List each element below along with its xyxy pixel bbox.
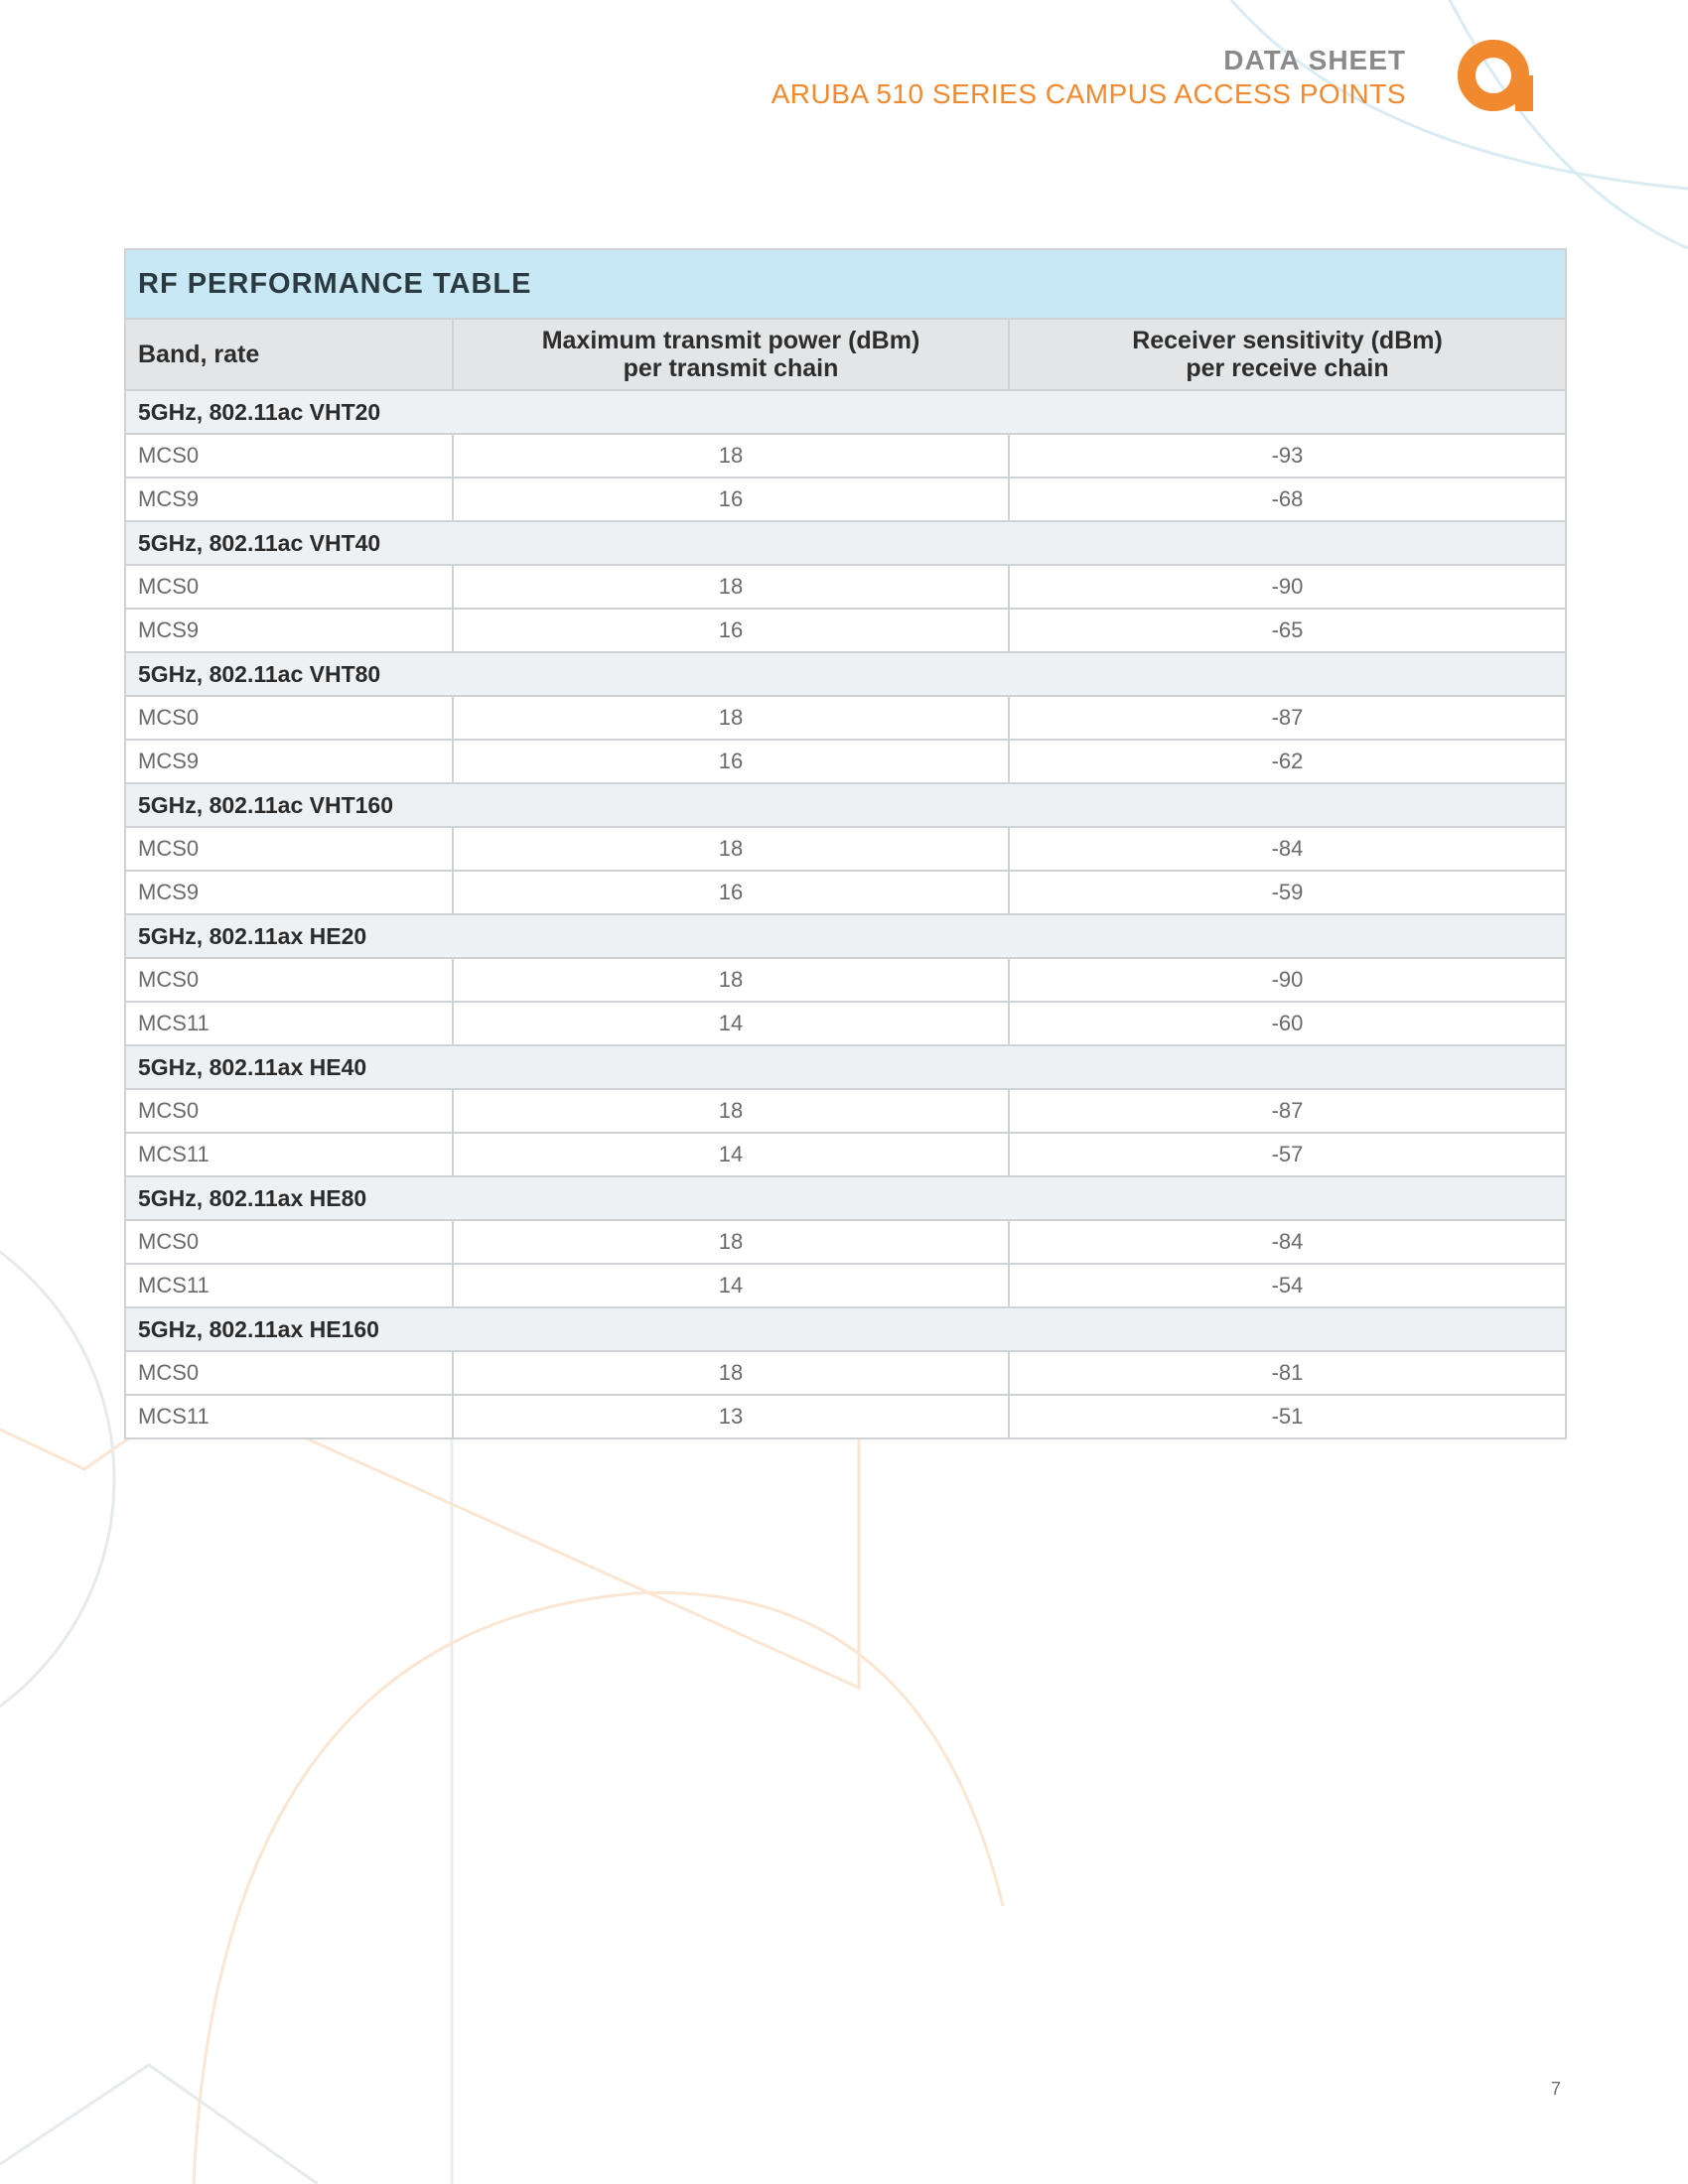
tx-power-cell: 18 — [453, 1089, 1009, 1133]
page-number: 7 — [1551, 2079, 1562, 2099]
rx-sensitivity-cell: -51 — [1009, 1395, 1566, 1438]
band-group-row — [125, 652, 1566, 696]
tx-power-cell: 18 — [453, 827, 1009, 871]
rx-sensitivity-cell: -84 — [1009, 827, 1566, 871]
table-row — [125, 827, 1566, 871]
rate-cell: MCS0 — [125, 434, 453, 478]
band-label: 5GHz, 802.11ac VHT160 — [125, 783, 1566, 827]
rx-sensitivity-cell: -81 — [1009, 1351, 1566, 1395]
table-row — [125, 434, 1566, 478]
tx-power-cell: 16 — [453, 871, 1009, 914]
band-group-row — [125, 1307, 1566, 1351]
table-row — [125, 1089, 1566, 1133]
tx-power-cell: 14 — [453, 1002, 1009, 1045]
rate-cell: MCS11 — [125, 1002, 453, 1045]
tx-power-cell: 18 — [453, 1351, 1009, 1395]
document-header — [772, 44, 1406, 111]
rx-sens-header-line2: per receive chain — [1186, 354, 1389, 382]
band-group-row — [125, 783, 1566, 827]
table-row — [125, 1133, 1566, 1176]
rx-sensitivity-cell: -87 — [1009, 1089, 1566, 1133]
rx-sensitivity-cell: -90 — [1009, 958, 1566, 1002]
column-header-rx-sensitivity — [1009, 319, 1566, 390]
rx-sensitivity-cell: -93 — [1009, 434, 1566, 478]
rate-cell: MCS9 — [125, 609, 453, 652]
aruba-logo-icon — [1456, 36, 1535, 115]
rate-cell: MCS9 — [125, 740, 453, 783]
rate-cell: MCS11 — [125, 1264, 453, 1307]
table-row — [125, 871, 1566, 914]
rate-cell: MCS0 — [125, 1220, 453, 1264]
band-group-row — [125, 914, 1566, 958]
band-group-row — [125, 390, 1566, 434]
rx-sensitivity-cell: -84 — [1009, 1220, 1566, 1264]
table-row — [125, 609, 1566, 652]
tx-power-cell: 18 — [453, 434, 1009, 478]
rx-sensitivity-cell: -90 — [1009, 565, 1566, 609]
rate-cell: MCS0 — [125, 1089, 453, 1133]
tx-power-cell: 14 — [453, 1264, 1009, 1307]
tx-power-cell: 18 — [453, 696, 1009, 740]
rx-sensitivity-cell: -60 — [1009, 1002, 1566, 1045]
rf-performance-table — [124, 248, 1567, 1439]
tx-power-cell: 16 — [453, 740, 1009, 783]
table-title: RF PERFORMANCE TABLE — [125, 249, 1566, 319]
rx-sensitivity-cell: -59 — [1009, 871, 1566, 914]
rx-sensitivity-cell: -87 — [1009, 696, 1566, 740]
band-label: 5GHz, 802.11ac VHT80 — [125, 652, 1566, 696]
tx-power-header-line1: Maximum transmit power (dBm) — [541, 327, 920, 354]
tx-power-cell: 14 — [453, 1133, 1009, 1176]
rx-sensitivity-cell: -62 — [1009, 740, 1566, 783]
table-row — [125, 696, 1566, 740]
rx-sensitivity-cell: -57 — [1009, 1133, 1566, 1176]
table-row — [125, 740, 1566, 783]
table-row — [125, 1395, 1566, 1438]
rate-cell: MCS11 — [125, 1133, 453, 1176]
table-row — [125, 478, 1566, 521]
band-label: 5GHz, 802.11ax HE40 — [125, 1045, 1566, 1089]
band-label: 5GHz, 802.11ax HE20 — [125, 914, 1566, 958]
rate-cell: MCS0 — [125, 958, 453, 1002]
rate-cell: MCS0 — [125, 696, 453, 740]
table-row — [125, 1002, 1566, 1045]
rate-cell: MCS9 — [125, 871, 453, 914]
band-label: 5GHz, 802.11ax HE160 — [125, 1307, 1566, 1351]
table-row — [125, 958, 1566, 1002]
band-group-row — [125, 1176, 1566, 1220]
rx-sensitivity-cell: -54 — [1009, 1264, 1566, 1307]
document-title: ARUBA 510 SERIES CAMPUS ACCESS POINTS — [771, 78, 1406, 109]
rx-sens-header-line1: Receiver sensitivity (dBm) — [1132, 327, 1443, 354]
band-group-row — [125, 1045, 1566, 1089]
tx-power-cell: 16 — [453, 609, 1009, 652]
rx-sensitivity-cell: -68 — [1009, 478, 1566, 521]
table-row — [125, 1220, 1566, 1264]
rate-cell: MCS9 — [125, 478, 453, 521]
rate-cell: MCS0 — [125, 565, 453, 609]
band-label: 5GHz, 802.11ax HE80 — [125, 1176, 1566, 1220]
band-group-row — [125, 521, 1566, 565]
column-header-band-rate: Band, rate — [125, 319, 453, 390]
table-row — [125, 565, 1566, 609]
table-row — [125, 1264, 1566, 1307]
band-label: 5GHz, 802.11ac VHT40 — [125, 521, 1566, 565]
rate-cell: MCS0 — [125, 1351, 453, 1395]
tx-power-cell: 18 — [453, 1220, 1009, 1264]
tx-power-cell: 18 — [453, 958, 1009, 1002]
table-row — [125, 1351, 1566, 1395]
rx-sensitivity-cell: -65 — [1009, 609, 1566, 652]
band-label: 5GHz, 802.11ac VHT20 — [125, 390, 1566, 434]
tx-power-header-line2: per transmit chain — [623, 354, 839, 382]
rate-cell: MCS0 — [125, 827, 453, 871]
tx-power-cell: 16 — [453, 478, 1009, 521]
tx-power-cell: 18 — [453, 565, 1009, 609]
rate-cell: MCS11 — [125, 1395, 453, 1438]
column-header-tx-power — [453, 319, 1009, 390]
document-type: DATA SHEET — [1223, 45, 1406, 75]
tx-power-cell: 13 — [453, 1395, 1009, 1438]
